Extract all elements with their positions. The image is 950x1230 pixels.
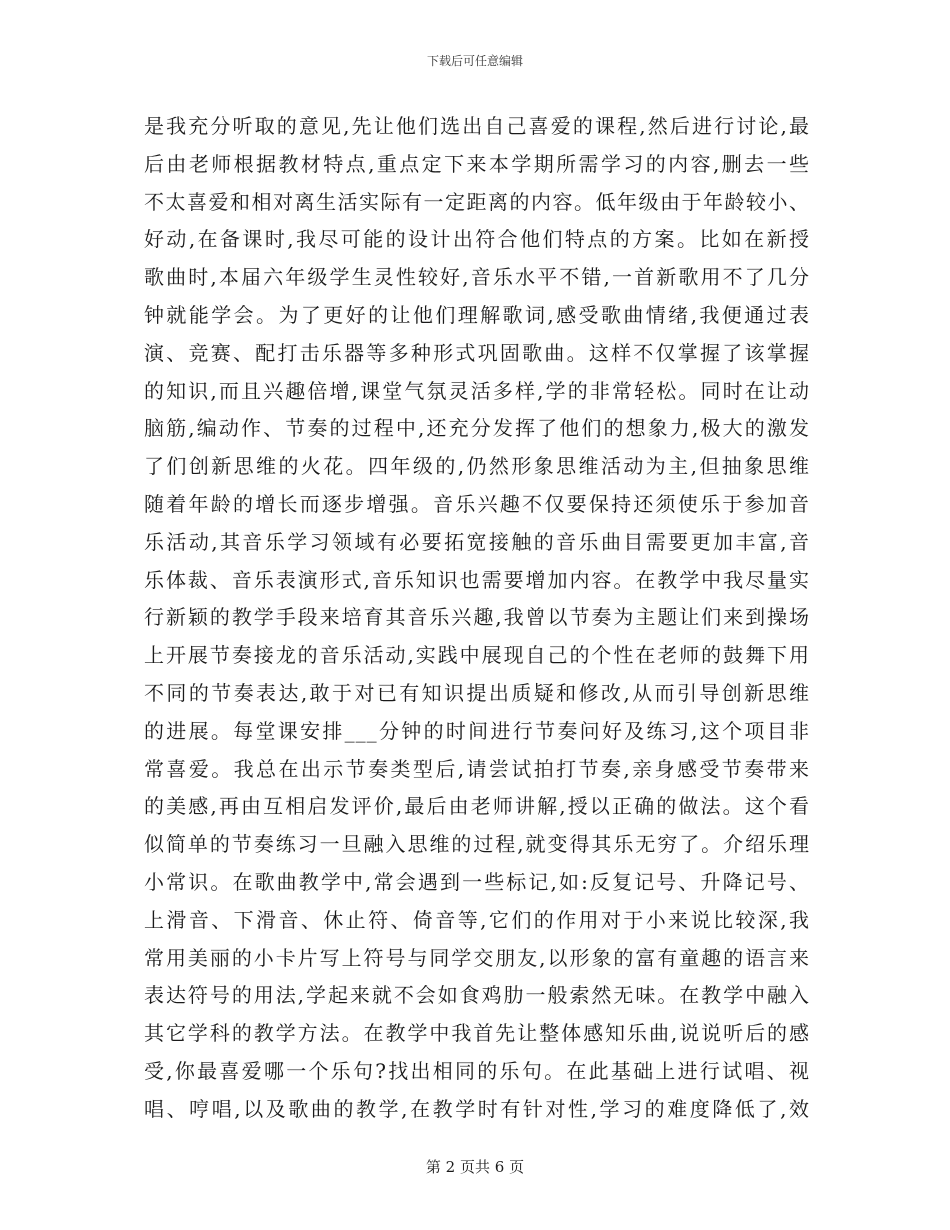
text-line: 不同的节奏表达,敢于对已有知识提出质疑和修改,从而引导创新思维 <box>144 680 810 705</box>
text-line: 好动,在备课时,我尽可能的设计出符合他们特点的方案。比如在新授 <box>144 227 810 252</box>
text-line: 后由老师根据教材特点,重点定下来本学期所需学习的内容,删去一些 <box>144 151 810 176</box>
text-line: 脑筋,编动作、节奏的过程中,还充分发挥了他们的想象力,极大的激发 <box>144 416 810 441</box>
text-line: 其它学科的教学方法。在教学中我首先让整体感知乐曲,说说听后的感 <box>144 1021 810 1046</box>
page-header: 下载后可任意编辑 <box>426 54 523 68</box>
text-line: 唱、哼唱,以及歌曲的教学,在教学时有针对性,学习的难度降低了,效 <box>144 1096 810 1121</box>
text-line: 了们创新思维的火花。四年级的,仍然形象思维活动为主,但抽象思维 <box>144 454 810 479</box>
text-line: 表达符号的用法,学起来就不会如食鸡肋一般索然无味。在教学中融入 <box>144 983 810 1008</box>
text-line: 钟就能学会。为了更好的让他们理解歌词,感受歌曲情绪,我便通过表 <box>144 302 810 327</box>
text-line: 似简单的节奏练习一旦融入思维的过程,就变得其乐无穷了。介绍乐理 <box>144 832 810 857</box>
page-number: 第 2 页共 6 页 <box>425 1158 525 1176</box>
text-line: 的进展。每堂课安排___分钟的时间进行节奏问好及练习,这个项目非 <box>144 718 810 743</box>
text-line: 上开展节奏接龙的音乐活动,实践中展现自己的个性在老师的鼓舞下用 <box>144 643 810 668</box>
text-line: 常喜爱。我总在出示节奏类型后,请尝试拍打节奏,亲身感受节奏带来 <box>144 756 810 781</box>
text-line: 行新颖的教学手段来培育其音乐兴趣,我曾以节奏为主题让们来到操场 <box>144 605 810 630</box>
text-line: 常用美丽的小卡片写上符号与同学交朋友,以形象的富有童趣的语言来 <box>144 945 810 970</box>
text-line: 小常识。在歌曲教学中,常会遇到一些标记,如:反复记号、升降记号、 <box>144 869 810 894</box>
text-line: 乐体裁、音乐表演形式,音乐知识也需要增加内容。在教学中我尽量实 <box>144 567 810 592</box>
text-line: 随着年龄的增长而逐步增强。音乐兴趣不仅要保持还须使乐于参加音 <box>144 491 810 516</box>
text-line: 歌曲时,本届六年级学生灵性较好,音乐水平不错,一首新歌用不了几分 <box>144 265 810 290</box>
text-line: 上滑音、下滑音、休止符、倚音等,它们的作用对于小来说比较深,我 <box>144 907 810 932</box>
text-line: 的美感,再由互相启发评价,最后由老师讲解,授以正确的做法。这个看 <box>144 794 810 819</box>
document-body <box>144 108 810 1129</box>
text-line: 受,你最喜爱哪一个乐句?找出相同的乐句。在此基础上进行试唱、视 <box>144 1058 810 1083</box>
text-line: 是我充分听取的意见,先让他们选出自己喜爱的课程,然后进行讨论,最 <box>144 114 810 138</box>
text-line: 的知识,而且兴趣倍增,课堂气氛灵活多样,学的非常轻松。同时在让动 <box>144 378 810 403</box>
text-line: 不太喜爱和相对离生活实际有一定距离的内容。低年级由于年龄较小、 <box>144 189 810 214</box>
text-line: 演、竞赛、配打击乐器等多种形式巩固歌曲。这样不仅掌握了该掌握 <box>144 340 810 365</box>
text-line: 乐活动,其音乐学习领域有必要拓宽接触的音乐曲目需要更加丰富,音 <box>144 529 810 554</box>
